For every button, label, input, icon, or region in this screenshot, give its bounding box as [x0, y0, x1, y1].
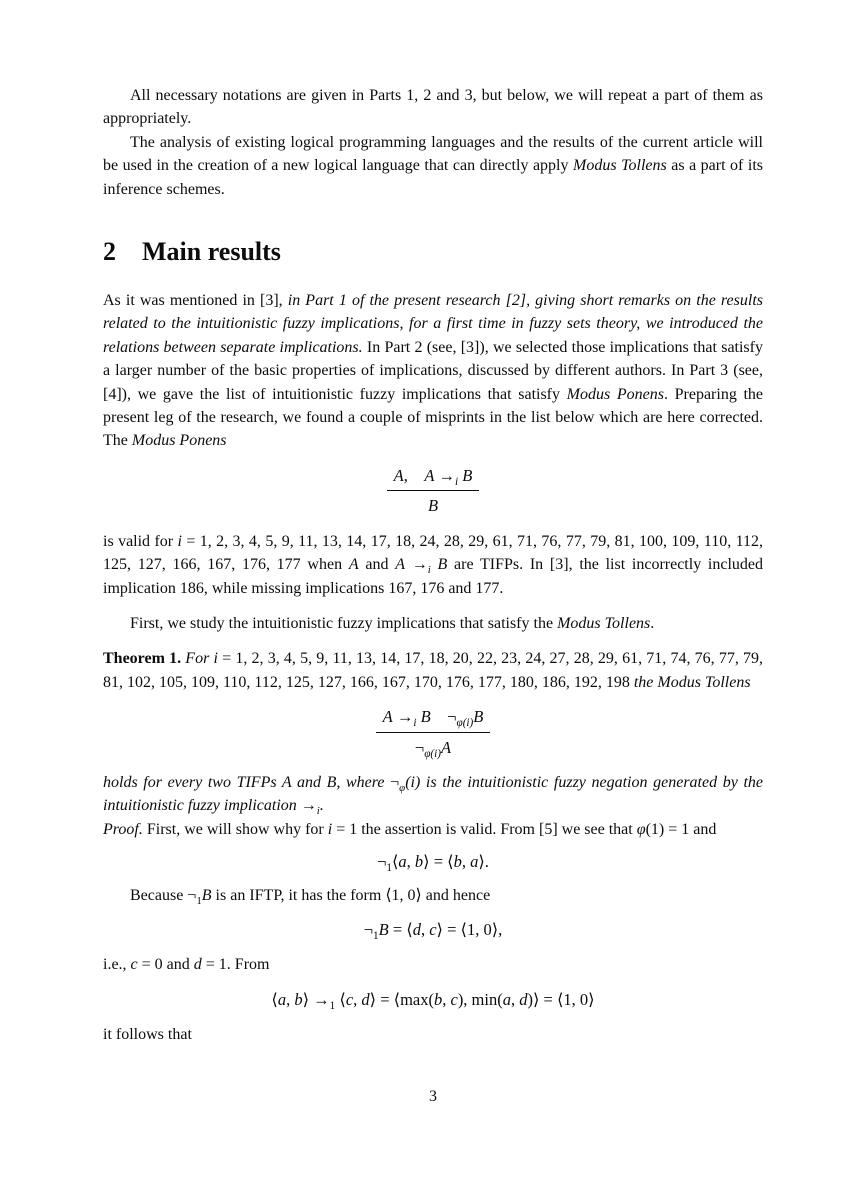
- text-segment: c: [429, 919, 437, 939]
- text-segment: a: [398, 852, 407, 872]
- text-segment: ¬: [430, 707, 457, 727]
- section-title: Main results: [142, 237, 281, 267]
- text-segment: ¬: [414, 737, 425, 757]
- text-segment: →: [404, 556, 428, 574]
- page-footer: [103, 1088, 763, 1106]
- text-segment: ), min(: [457, 989, 503, 1009]
- text-segment: 1: [386, 862, 392, 875]
- text-segment: in Part 1 of the present research [2], giving short remarks on the results related to the intuitionistic fuzzy implications, for a first time in fuzzy sets theory, we introduced the relations between separate implications.: [103, 292, 763, 356]
- text-segment: a: [470, 852, 479, 872]
- text-segment: B: [420, 707, 431, 727]
- text-segment: Modus Ponens: [131, 432, 227, 450]
- text-segment: c: [130, 956, 138, 974]
- text-segment: A: [441, 737, 452, 757]
- paragraph-proof-start: [103, 818, 763, 841]
- text-segment: →: [434, 465, 456, 485]
- text-segment: the Modus Tollens: [633, 673, 751, 691]
- fraction-numerator: [387, 464, 480, 491]
- text-segment: 1: [196, 894, 202, 907]
- text-segment: ¬: [377, 852, 387, 872]
- text-segment: B: [378, 919, 389, 939]
- text-segment: it follows that: [103, 1026, 192, 1044]
- paragraph-intro-part1: [103, 289, 763, 453]
- text-segment: is an IFTP, it has the form ⟨1, 0⟩ and hence: [211, 886, 491, 904]
- text-segment: ¬: [363, 919, 374, 939]
- text-segment: b: [294, 989, 303, 1009]
- text-segment: φ: [399, 781, 406, 794]
- paragraph-analysis: [103, 131, 763, 201]
- text-segment: φ(i): [424, 747, 441, 760]
- paragraph-ie-values: [103, 953, 763, 976]
- text-segment: →: [300, 797, 317, 815]
- text-segment: First, we study the intuitionistic fuzzy implications that satisfy the: [130, 614, 558, 632]
- text-segment: i.e.,: [103, 956, 131, 974]
- text-segment: As it was mentioned in [3],: [103, 292, 288, 310]
- text-segment: ,: [406, 852, 415, 872]
- text-segment: Modus Tollens: [573, 157, 667, 175]
- text-segment: . Preparing the present leg of the research, we found a couple of misprints in the list below which are here corrected. The: [103, 385, 764, 450]
- text-segment: For i: [181, 650, 223, 668]
- fraction-denominator: [376, 733, 491, 759]
- text-segment: ⟩ = ⟨: [423, 852, 454, 872]
- text-segment: d: [361, 989, 370, 1009]
- text-segment: c: [345, 989, 354, 1009]
- text-segment: Because ¬: [130, 886, 197, 904]
- text-segment: i: [427, 563, 431, 576]
- paragraph-notations: [103, 84, 763, 131]
- text-segment: )⟩ = ⟨1, 0⟩: [527, 989, 595, 1009]
- text-segment: ,: [403, 465, 425, 485]
- text-segment: B: [201, 886, 212, 904]
- text-segment: b: [414, 852, 424, 872]
- text-segment: 1: [373, 929, 379, 942]
- text-segment: (i): [405, 773, 421, 791]
- fraction: [376, 705, 491, 759]
- text-segment: A: [382, 707, 393, 727]
- text-segment: d: [412, 919, 421, 939]
- text-segment: Proof.: [103, 820, 143, 838]
- text-segment: Modus Ponens: [566, 385, 664, 403]
- equation-modus-tollens: [103, 705, 763, 759]
- text-segment: = ⟨: [388, 919, 413, 939]
- text-segment: i: [316, 805, 320, 818]
- text-segment: is the intuitionistic fuzzy negation generated by the intuitionistic fuzzy implication: [103, 773, 763, 815]
- text-segment: ¬: [390, 773, 400, 791]
- text-segment: ⟩ = ⟨1, 0⟩,: [436, 919, 503, 939]
- theorem-1: [103, 647, 763, 694]
- text-segment: φ: [636, 820, 646, 838]
- text-segment: The analysis of existing logical programming languages and the results of the current article will be used in the creation of a new logical language that can directly apply: [103, 133, 763, 175]
- paragraph-first-study: [103, 612, 763, 635]
- text-segment: ⟨: [271, 989, 278, 1009]
- paragraph-because-iftp: [103, 884, 763, 907]
- text-segment: d: [519, 989, 528, 1009]
- text-segment: = 0 and: [137, 956, 194, 974]
- text-segment: and: [358, 556, 396, 574]
- text-segment: ⟩.: [478, 852, 489, 872]
- text-segment: i: [455, 475, 459, 488]
- text-segment: i: [327, 820, 333, 838]
- text-segment: b: [453, 852, 462, 872]
- paragraph-it-follows: [103, 1023, 763, 1046]
- section-number: 2: [103, 237, 116, 267]
- text-segment: ⟨: [335, 989, 346, 1009]
- paragraph-theorem-holds: [103, 771, 763, 818]
- fraction-numerator: [376, 705, 491, 732]
- text-segment: ,: [420, 919, 430, 939]
- text-segment: holds for every two TIFPs A and B, where: [103, 773, 391, 791]
- text-segment: φ(i): [456, 717, 474, 730]
- text-segment: B: [473, 707, 484, 727]
- text-segment: = 1, 2, 3, 4, 5, 9, 11, 13, 14, 17, 18, 24, 28, 29, 61, 71, 76, 77, 79, 81, 100, 109, 110, 112, 125, 127, 166, 167, 176, 177 when: [103, 532, 763, 574]
- fraction-denominator: [387, 491, 480, 517]
- section-heading-main-results: [103, 237, 763, 267]
- text-segment: A: [424, 465, 435, 485]
- text-segment: a: [277, 989, 287, 1009]
- text-segment: B: [462, 465, 473, 485]
- text-segment: ⟩ = ⟨max(: [369, 989, 434, 1009]
- text-segment: ,: [353, 989, 362, 1009]
- text-segment: is valid for: [103, 532, 178, 550]
- equation-modus-ponens: [103, 464, 763, 518]
- equation-implication-evaluation: [103, 988, 763, 1011]
- text-segment: B: [437, 556, 448, 574]
- text-segment: as a part of its inference schemes.: [103, 157, 764, 198]
- text-segment: ⟨: [391, 852, 399, 872]
- text-segment: ,: [286, 989, 295, 1009]
- text-segment: Modus Tollens: [557, 614, 651, 632]
- text-segment: ⟩ →: [302, 989, 330, 1009]
- page-number: 3: [429, 1088, 437, 1105]
- text-segment: A: [393, 465, 404, 485]
- text-segment: b: [433, 989, 443, 1009]
- text-segment: (1) = 1 and: [645, 820, 717, 838]
- text-segment: All necessary notations are given in Parts 1, 2 and 3, but below, we will repeat a part of them as appropriately.: [103, 87, 763, 128]
- text-segment: →: [392, 707, 414, 727]
- text-segment: = 1. From: [201, 956, 270, 974]
- text-segment: ,: [442, 989, 451, 1009]
- text-segment: = 1, 2, 3, 4, 5, 9, 11, 13, 14, 17, 18, 20, 22, 23, 24, 27, 28, 29, 61, 71, 74, 76, 77, 79, 81, 102, 105, 109, 110, 112, 125, 127, 166, 167, 170, 176, 177, 180, 186, 192, 198: [103, 650, 764, 691]
- text-segment: = 1 the assertion is valid. From [5] we see that: [332, 820, 637, 838]
- text-segment: [431, 556, 438, 573]
- text-segment: 1: [329, 999, 336, 1012]
- text-segment: First, we will show why for: [142, 820, 328, 838]
- equation-negation-definition: [103, 850, 763, 873]
- text-segment: B: [427, 496, 439, 516]
- text-segment: i: [177, 532, 182, 550]
- text-segment: ,: [510, 989, 520, 1009]
- text-segment: i: [413, 717, 417, 730]
- text-segment: c: [450, 989, 458, 1009]
- text-segment: .: [650, 614, 655, 632]
- text-segment: d: [193, 956, 202, 974]
- text-segment: A: [395, 556, 405, 574]
- text-segment: Theorem 1.: [103, 650, 182, 668]
- text-segment: A: [348, 556, 359, 574]
- equation-negation-b: [103, 918, 763, 941]
- text-segment: are TIFPs. In [3], the list incorrectly included implication 186, while missing implications 167, 176 and 177.: [103, 556, 764, 597]
- text-segment: .: [319, 797, 324, 815]
- fraction: [387, 464, 480, 518]
- text-segment: In Part 2 (see, [3]), we selected those implications that satisfy a larger number of the basic properties of implications, discussed by different authors. In Part 3 (see, [4]), we gave the list of intuitionistic fuzzy implications that satisfy: [103, 338, 763, 403]
- text-column: [103, 84, 763, 1047]
- text-segment: ,: [461, 852, 471, 872]
- text-segment: a: [502, 989, 511, 1009]
- paragraph-validity-list: [103, 530, 763, 600]
